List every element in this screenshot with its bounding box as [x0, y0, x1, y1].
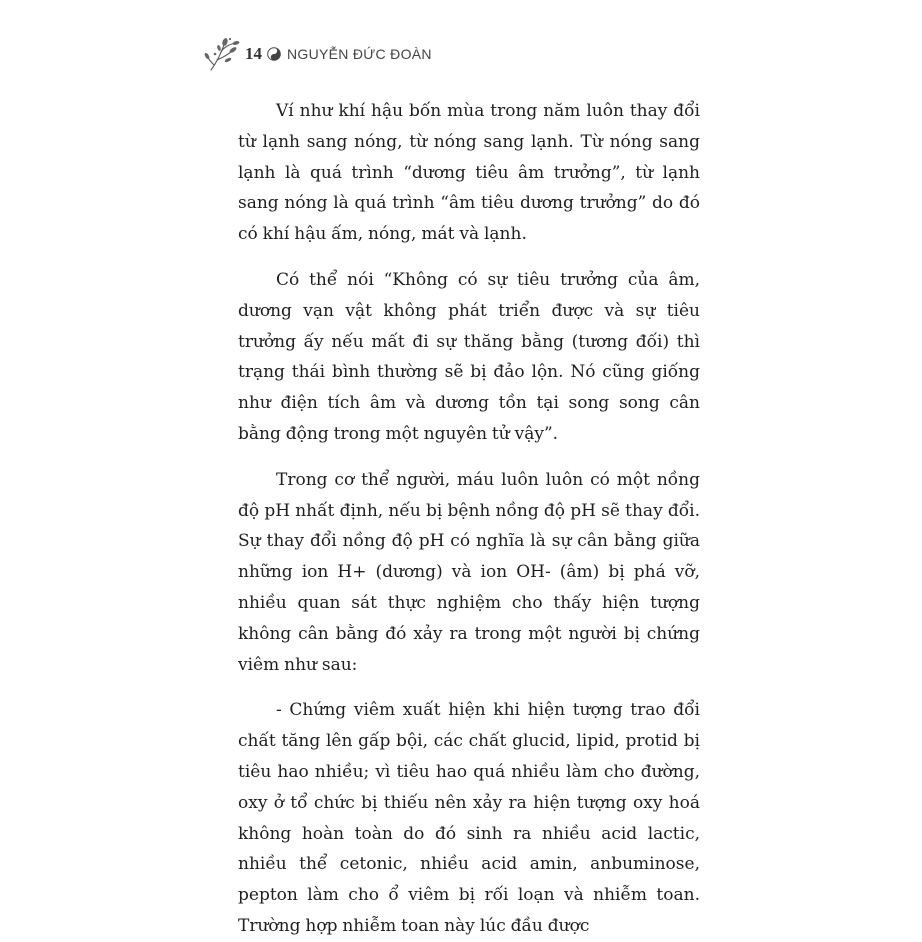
paragraph: Ví như khí hậu bốn mùa trong năm luôn thay đổi từ lạnh sang nóng, từ nóng sang lạnh. Từ nóng sang lạnh là quá trình “dương tiêu âm trưởng”, từ lạnh sang nóng là quá trình “âm tiêu dương trưởng” do đó có khí hậu ấm, nóng, mát và lạnh.	[238, 101, 700, 245]
author-name: NGUYỄN ĐỨC ĐOÀN	[287, 46, 432, 62]
paragraph: Trong cơ thể người, máu luôn luôn có một nồng độ pH nhất định, nếu bị bệnh nồng độ pH sẽ thay đổi. Sự thay đổi nồng độ pH có nghĩa là sự cân bằng giữa những ion H+ (dương) và ion OH- (âm) bị phá vỡ, nhiều quan sát thực nghiệm cho thấy hiện tượng không cân bằng đó xảy ra trong một người bị chứng viêm như sau:	[238, 469, 700, 675]
yin-yang-icon	[267, 47, 281, 61]
herb-sprig-icon	[203, 34, 243, 74]
body-text	[238, 96, 700, 942]
page-number: 14	[245, 44, 262, 63]
paragraph: - Chứng viêm xuất hiện khi hiện tượng trao đổi chất tăng lên gấp bội, các chất glucid, lipid, protid bị tiêu hao nhiều; vì tiêu hao quá nhiều làm cho đường, oxy ở tổ chức bị thiếu nên xảy ra hiện tượng oxy hoá không hoàn toàn do đó sinh ra nhiều acid lactic, nhiều thể cetonic, nhiều acid amin, anbuminose, pepton làm cho ổ viêm bị rối loạn và nhiễm toan. Trường hợp nhiễm toan này lúc đầu được	[238, 700, 700, 936]
paragraph: Có thể nói “Không có sự tiêu trưởng của âm, dương vạn vật không phát triển được và sự tiêu trưởng ấy nếu mất đi sự thăng bằng (tương đối) thì trạng thái bình thường sẽ bị đảo lộn. Nó cũng giống như điện tích âm và dương tồn tại song song cân bằng động trong một nguyên tử vậy”.	[238, 269, 700, 444]
running-header	[203, 34, 432, 74]
